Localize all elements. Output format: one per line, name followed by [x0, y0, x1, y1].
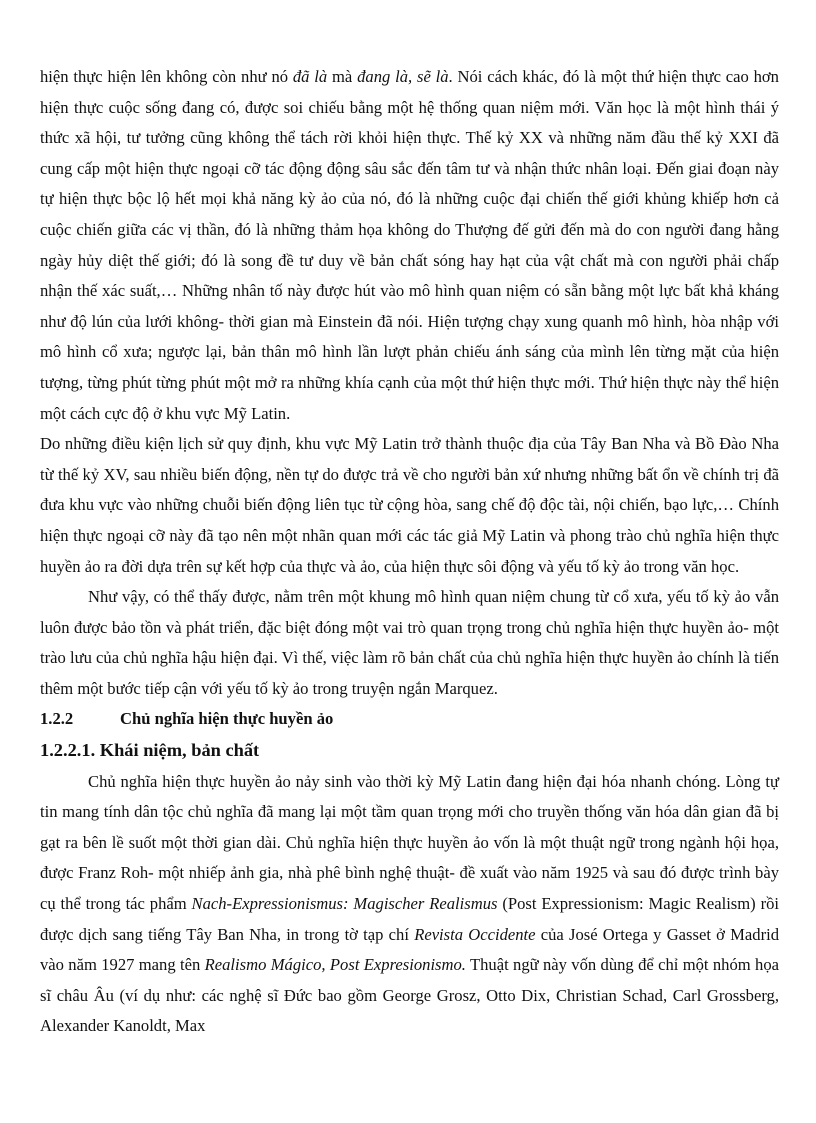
paragraph-1-italic-1: đã là: [292, 67, 328, 86]
paragraph-1-italic-2: đang là, sẽ là: [357, 67, 449, 86]
paragraph-4-text-2: (Post Expressionism: Magic Realism) rồi được dịch sang tiếng Tây Ban Nha, in trong tờ tạp chí: [40, 893, 779, 944]
paragraph-1-text: hiện thực hiện lên không còn như nó: [40, 67, 293, 86]
paragraph-3: Như vậy, có thể thấy được, nằm trên một khung mô hình quan niệm chung từ cổ xưa, yếu tố kỳ ảo vẫn luôn được bảo tồn và phát triển, đặc biệt đóng một vai trò quan trọng trong chủ nghĩa hiện thực huyền ảo- một trào lưu của chủ nghĩa hậu hiện đại. Vì thế, việc làm rõ bản chất của chủ nghĩa hiện thực huyền ảo chính là tiến thêm một bước tiếp cận với yếu tố kỳ ảo trong truyện ngắn Marquez.: [40, 587, 779, 698]
paragraph-4-text: Chủ nghĩa hiện thực huyền ảo nảy sinh vào thời kỳ Mỹ Latin đang hiện đại hóa nhanh chóng. Lòng tự tin mang tính dân tộc chủ nghĩa đã mang lại một tầm quan trọng mới cho truyền thống văn hóa dân gian đã bị gạt ra bên lề suốt một thời gian dài. Chủ nghĩa hiện thực huyền ảo vốn là một thuật ngữ trong ngành hội họa, được Franz Roh- một nhiếp ảnh gia, nhà phê bình nghệ thuật- đề xuất vào năm 1925 và sau đó được trình bày cụ thể trong tác phẩm: [40, 771, 779, 913]
paragraph-2: Do những điều kiện lịch sử quy định, khu vực Mỹ Latin trở thành thuộc địa của Tây Ban Nha và Bồ Đào Nha từ thế kỷ XV, sau nhiều biến động, nền tự do được trả về cho người bản xứ nhưng những bất ổn về chính trị đã đưa khu vực vào những chuỗi biến động liên tục từ cộng hòa, sang chế độ độc tài, nội chiến, bạo lực,… Chính hiện thực ngoại cỡ này đã tạo nên một nhãn quan mới các tác giả Mỹ Latin và phong trào chủ nghĩa hiện thực huyền ảo ra đời dựa trên sự kết hợp của thực và ảo, của hiện thực sôi động và yếu tố kỳ ảo trong văn học.: [40, 434, 779, 576]
paragraph-1-text-2: mà: [327, 67, 358, 86]
spanish-title-italic: Realismo Mágico, Post Expresionismo.: [204, 955, 466, 975]
section-heading-1-2-2: [40, 704, 779, 735]
section-number: 1.2.2: [40, 709, 74, 729]
section-title: Chủ nghĩa hiện thực huyền ảo: [120, 709, 334, 729]
journal-title-italic: Revista Occidente: [414, 924, 536, 944]
paragraph-4: [40, 767, 779, 1042]
book-title-italic: Nach-Expressionismus: Magischer Realismus: [191, 893, 498, 913]
paragraph-4-text-4: Thuật ngữ này vốn dùng để chỉ một nhóm họa sĩ châu Âu (ví dụ như: các nghệ sĩ Đức bao gồm George Grosz, Otto Dix, Christian Schad, Carl Grossberg, Alexander Kanoldt, Max: [40, 955, 779, 1036]
paragraph-4-text-3: của José Ortega y Gasset ở Madrid vào năm 1927 mang tên: [40, 924, 780, 975]
subsection-heading-1-2-2-1: 1.2.2.1. Khái niệm, bản chất: [40, 740, 260, 761]
paragraph-1: [40, 62, 779, 429]
paragraph-1-text-3: . Nói cách khác, đó là một thứ hiện thực cao hơn hiện thực cuộc sống đang có, được soi chiếu bằng một hệ thống quan niệm mới. Văn học là một hình thái ý thức xã hội, tư tưởng cũng không thể tách rời khỏi hiện thực. Thế kỷ XX và những năm đầu thế kỷ XXI đã cung cấp một hiện thực ngoại cỡ tác động động sâu sắc đến tâm tư và nhận thức nhân loại. Đến giai đoạn này tự hiện thực bộc lộ hết mọi khả năng kỳ ảo của nó, đó là những cuộc đại chiến thế giới khủng khiếp hơn cả cuộc chiến giữa các vị thần, đó là những thảm họa không do Thượng đế gửi đến mà do con người đang hằng ngày hủy diệt thế giới; đó là song đề tư duy về bản chất sóng hay hạt của vật chất mà con người phải chấp nhận thế xác suất,… Những nhân tố này được hút vào mô hình quan niệm có sẵn bằng một lực bất khả kháng như độ lún của lưới không- thời gian mà Einstein đã nói. Hiện tượng chạy xung quanh mô hình, hòa nhập với mô hình cổ xưa; ngược lại, bản thân mô hình lần lượt phản chiếu ánh sáng của mình lên từng mặt của hiện tượng, từng phút từng phút một mở ra những khía cạnh của một thứ hiện thực mới. Thứ hiện thực này thể hiện một cách cực độ ở khu vực Mỹ Latin.: [40, 67, 779, 423]
document-page: [40, 62, 779, 1042]
